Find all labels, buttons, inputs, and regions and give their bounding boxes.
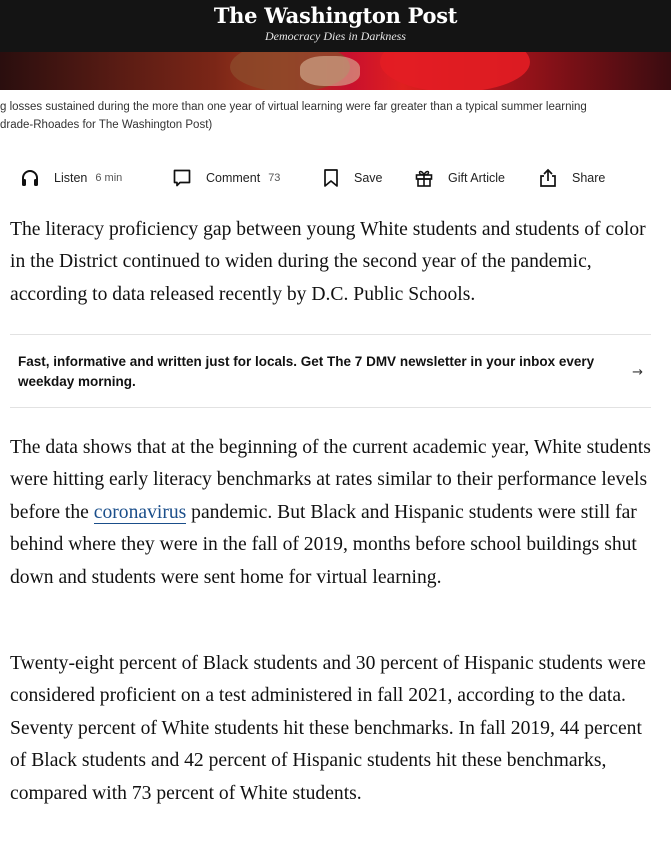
bookmark-icon xyxy=(322,168,340,188)
site-tagline: Democracy Dies in Darkness xyxy=(265,29,406,43)
paragraph-2-text-after: pandemic. But Black and Hispanic students were still far behind where they were in the fall of 2019, months before school buildings shut down and students were sent home for virtual learning. xyxy=(10,501,637,588)
gift-article-button[interactable] xyxy=(414,164,505,192)
article-toolbar xyxy=(14,164,664,192)
comment-label: Comment xyxy=(206,171,261,185)
share-button[interactable] xyxy=(538,164,605,192)
save-button[interactable] xyxy=(322,164,383,192)
share-icon xyxy=(538,168,558,188)
listen-button[interactable] xyxy=(20,164,122,192)
caption-line-2: drade-Rhoades for The Washington Post) xyxy=(0,119,213,131)
arrow-right-icon: → xyxy=(632,365,643,380)
share-label: Share xyxy=(572,171,606,185)
headphones-icon xyxy=(20,168,40,188)
comment-icon xyxy=(172,168,192,188)
gift-article-label: Gift Article xyxy=(448,171,505,185)
newsletter-promo[interactable] xyxy=(10,334,651,408)
site-logo[interactable]: The Washington Post xyxy=(213,3,458,28)
comment-count: 73 xyxy=(268,172,281,184)
article-paragraph-3: Twenty-eight percent of Black students and 30 percent of Hispanic students were considered proficient on a test administered in fall 2021, according to the data. Seventy percent of White students hit these benchmarks. In fall 2019, 44 percent of Black students and 42 percent of Hispanic students hit these benchmarks, compared with 73 percent of White students. xyxy=(10,653,646,804)
listen-label: Listen xyxy=(54,171,88,185)
masthead xyxy=(0,0,671,52)
listen-duration: 6 min xyxy=(95,172,123,184)
caption-line-1: g losses sustained during the more than one year of virtual learning were far greater than a typical summer learning xyxy=(0,101,587,113)
article-paragraph-1: The literacy proficiency gap between young White students and students of color in the District continued to widen during the second year of the pandemic, according to data released recently by D.C. Public Schools. xyxy=(10,219,646,305)
hero-photo xyxy=(0,52,671,90)
article-paragraph-2 xyxy=(10,432,655,594)
comment-button[interactable] xyxy=(172,164,280,192)
gift-icon xyxy=(414,168,434,188)
newsletter-promo-text: Fast, informative and written just for locals. Get The 7 DMV newsletter in your inbox every weekday morning. xyxy=(18,354,595,389)
save-label: Save xyxy=(354,171,383,185)
photo-caption xyxy=(0,98,671,134)
paragraph-2-text-before: The data shows that at the beginning of the current academic year, White students were hitting early literacy benchmarks at rates similar to their performance levels before the xyxy=(10,437,651,523)
coronavirus-link[interactable]: coronavirus xyxy=(93,501,187,523)
